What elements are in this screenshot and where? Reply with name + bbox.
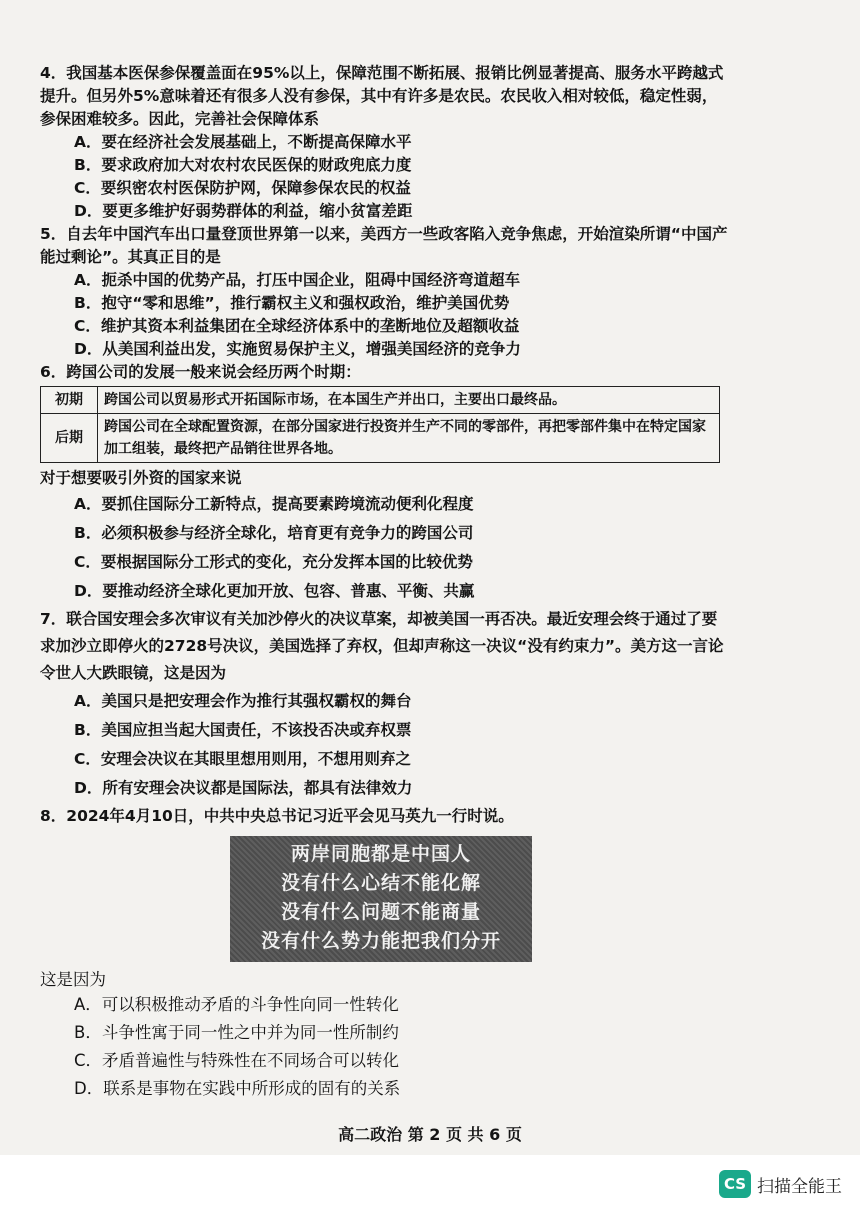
question-stem: 8．2024年4月10日，中共中央总书记习近平会见马英九一行时说。: [40, 807, 514, 825]
question-7: [40, 606, 730, 803]
question-stem: 7．联合国安理会多次审议有关加沙停火的决议草案，却被美国一再否决。最近安理会终于通过了要求加沙立即停火的2728号决议，美国选择了弃权，但却声称这一决议“没有约束力”。美方这一言论令世人大跌眼镜，这是因为: [40, 610, 724, 682]
phase-label: 后期: [41, 414, 98, 463]
option-a: A．美国只是把安理会作为推行其强权霸权的舞台: [74, 692, 412, 710]
option-d: D．要推动经济全球化更加开放、包容、普惠、平衡、共赢: [74, 582, 475, 600]
option-d: D．联系是事物在实践中所形成的固有的关系: [74, 1079, 401, 1098]
question-stem: 4．我国基本医保参保覆盖面在95%以上，保障范围不断拓展、报销比例显著提高、服务水平跨越式提升。但另外5%意味着还有很多人没有参保，其中有许多是农民。农民收入相对较低，稳定性弱，参保困难较多。因此，完善社会保障体系: [40, 64, 724, 128]
question-6: [40, 361, 730, 606]
question-stem: 5．自去年中国汽车出口量登顶世界第一以来，美西方一些政客陷入竞争焦虑，开始渲染所谓“中国产能过剩论”。其真正目的是: [40, 225, 728, 266]
question-follow: 对于想要吸引外资的国家来说: [40, 469, 242, 487]
banner-line: 两岸同胞都是中国人: [290, 843, 471, 865]
option-a: A．扼杀中国的优势产品，打压中国企业，阻碍中国经济弯道超车: [74, 271, 520, 289]
scanner-watermark: [719, 1170, 842, 1198]
question-follow: 这是因为: [40, 970, 106, 989]
option-b: B．抱守“零和思维”，推行霸权主义和强权政治，维护美国优势: [74, 294, 510, 312]
option-c: C．安理会决议在其眼里想用则用，不想用则弃之: [74, 750, 411, 768]
banner-line: 没有什么问题不能商量: [280, 901, 481, 923]
phase-table: [40, 386, 720, 463]
question-stem: 6．跨国公司的发展一般来说会经历两个时期：: [40, 363, 361, 381]
camscanner-logo-icon: CS: [719, 1170, 751, 1198]
quote-banner-wrap: [40, 836, 730, 962]
phase-text: 跨国公司在全球配置资源，在部分国家进行投资并生产不同的零部件，再把零部件集中在特定国家加工组装，最终把产品销往世界各地。: [98, 414, 720, 463]
option-d: D．所有安理会决议都是国际法，都具有法律效力: [74, 779, 413, 797]
watermark-text: 扫描全能王: [757, 1176, 842, 1197]
quote-banner: [230, 836, 532, 962]
phase-text: 跨国公司以贸易形式开拓国际市场，在本国生产并出口，主要出口最终品。: [98, 387, 720, 414]
banner-line: 没有什么心结不能化解: [280, 872, 481, 894]
option-c: C．维护其资本利益集团在全球经济体系中的垄断地位及超额收益: [74, 317, 520, 335]
option-c: C．要织密农村医保防护网，保障参保农民的权益: [74, 179, 411, 197]
option-d: D．从美国利益出发，实施贸易保护主义，增强美国经济的竞争力: [74, 340, 521, 358]
question-4: [40, 62, 730, 223]
option-b: B．必须积极参与经济全球化，培育更有竞争力的跨国公司: [74, 524, 474, 542]
option-c: C．矛盾普遍性与特殊性在不同场合可以转化: [74, 1051, 400, 1070]
page-footer: 高二政治 第 2 页 共 6 页: [338, 1125, 522, 1144]
table-row: [41, 414, 720, 463]
option-b: B．要求政府加大对农村农民医保的财政兜底力度: [74, 156, 412, 174]
banner-line: 没有什么势力能把我们分开: [260, 930, 501, 952]
question-sheet: [40, 62, 730, 1103]
question-8: [40, 803, 730, 1103]
option-b: B．美国应担当起大国责任，不该投否决或弃权票: [74, 721, 412, 739]
option-a: A．要在经济社会发展基础上，不断提高保障水平: [74, 133, 412, 151]
option-a: A．要抓住国际分工新特点，提高要素跨境流动便利化程度: [74, 495, 474, 513]
table-row: [41, 387, 720, 414]
option-c: C．要根据国际分工形式的变化，充分发挥本国的比较优势: [74, 553, 473, 571]
option-b: B．斗争性寓于同一性之中并为同一性所制约: [74, 1023, 399, 1042]
option-d: D．要更多维护好弱势群体的利益，缩小贫富差距: [74, 202, 413, 220]
option-a: A．可以积极推动矛盾的斗争性向同一性转化: [74, 995, 399, 1014]
question-5: [40, 223, 730, 361]
phase-label: 初期: [41, 387, 98, 414]
